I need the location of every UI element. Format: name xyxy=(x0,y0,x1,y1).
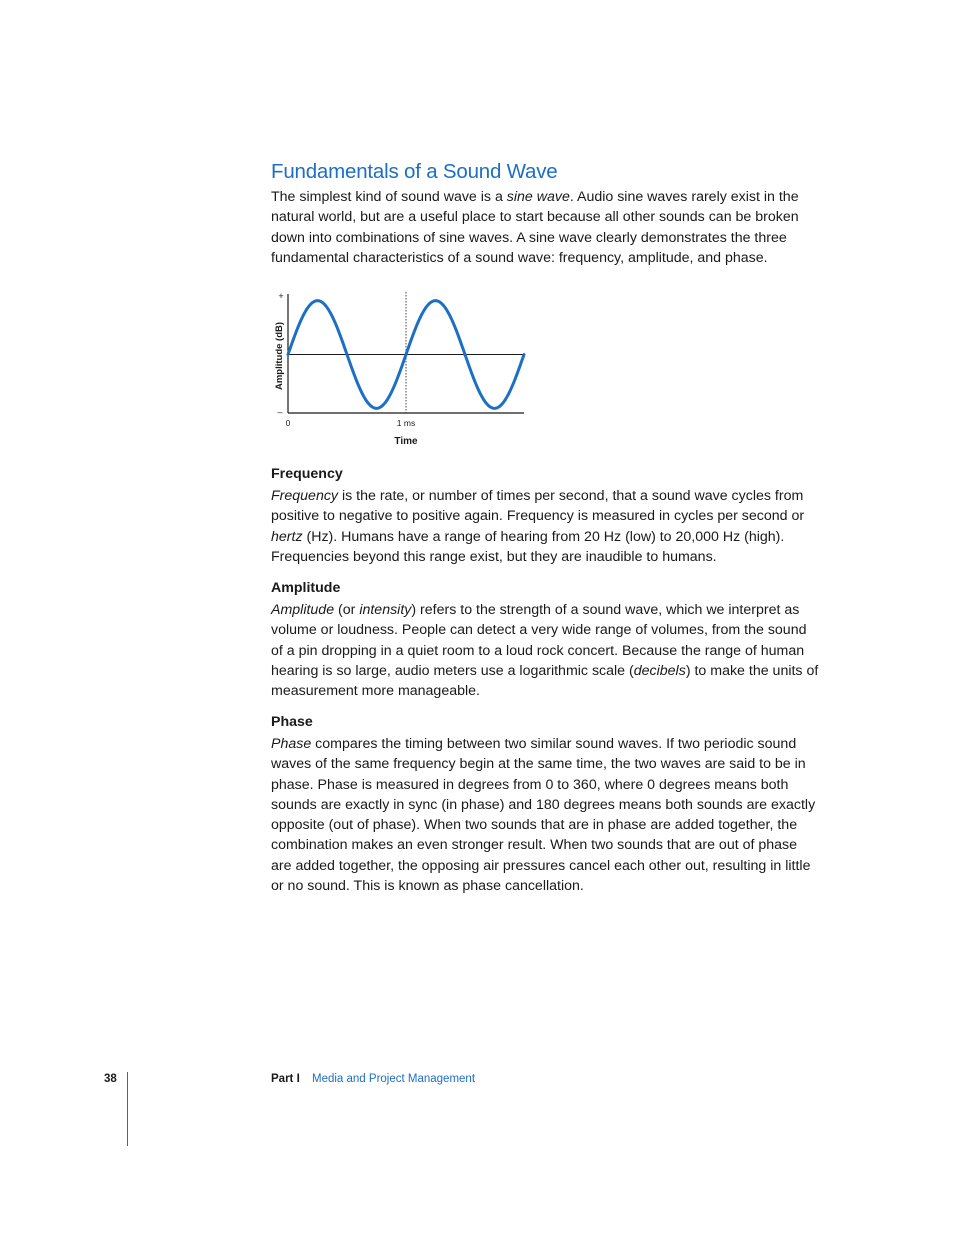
y-tick-plus: + xyxy=(278,291,284,301)
footer-divider xyxy=(127,1072,128,1146)
amplitude-heading: Amplitude xyxy=(271,580,341,596)
frequency-heading: Frequency xyxy=(271,466,343,482)
phase-paragraph: Phase compares the timing between two similar sound waves. If two periodic sound waves of the same frequency begin at the same time, the two waves are said to be in phase. Phase is measured in degrees from 0 to 360, where 0 degrees means both sounds are exactly in sync (in phase) and 180 degrees means both sounds are exactly opposite (out of phase). When two sounds that are in phase are added together, the combination makes an even stronger result. When two sounds that are out of phase are added together, the opposing air pressures cancel each other out, resulting in little or no sound. This is known as phase cancellation. xyxy=(271,736,816,895)
frequency-paragraph: Frequency is the rate, or number of times per second, that a sound wave cycles from positive to negative to positive again. Frequency is measured in cycles per second or hertz (Hz). Humans have a range of hearing from 20 Hz (low) to 20,000 Hz (high). Frequencies beyond this range exist, but they are inaudible to humans. xyxy=(271,488,805,565)
x-axis-label: Time xyxy=(394,436,418,447)
x-tick-label: 0 xyxy=(285,418,291,428)
phase-heading: Phase xyxy=(271,714,313,730)
page-number: 38 xyxy=(104,1073,117,1085)
x-tick-label: 1 ms xyxy=(396,418,416,428)
footer-part-label: Part I xyxy=(271,1073,300,1085)
page-title: Fundamentals of a Sound Wave xyxy=(271,160,558,183)
y-tick-minus: – xyxy=(277,407,283,417)
sine-wave-figure xyxy=(268,288,538,453)
sine-wave-chart xyxy=(268,288,538,453)
intro-paragraph: The simplest kind of sound wave is a sine wave. Audio sine waves rarely exist in the natural world, but are a useful place to start because all other sounds can be broken down into combinations of sine waves. A sine wave clearly demonstrates the three fundamental characteristics of a sound wave: frequency, amplitude, and phase. xyxy=(271,189,799,266)
footer-section-title: Media and Project Management xyxy=(312,1073,476,1085)
y-axis-label: Amplitude (dB) xyxy=(274,321,285,391)
amplitude-paragraph: Amplitude (or intensity) refers to the strength of a sound wave, which we interpret as volume or loudness. People can detect a very wide range of volumes, from the sound of a pin dropping in a quiet room to a loud rock concert. Because the range of human hearing is so large, audio meters use a logarithmic scale (decibels) to make the units of measurement more manageable. xyxy=(271,602,819,700)
